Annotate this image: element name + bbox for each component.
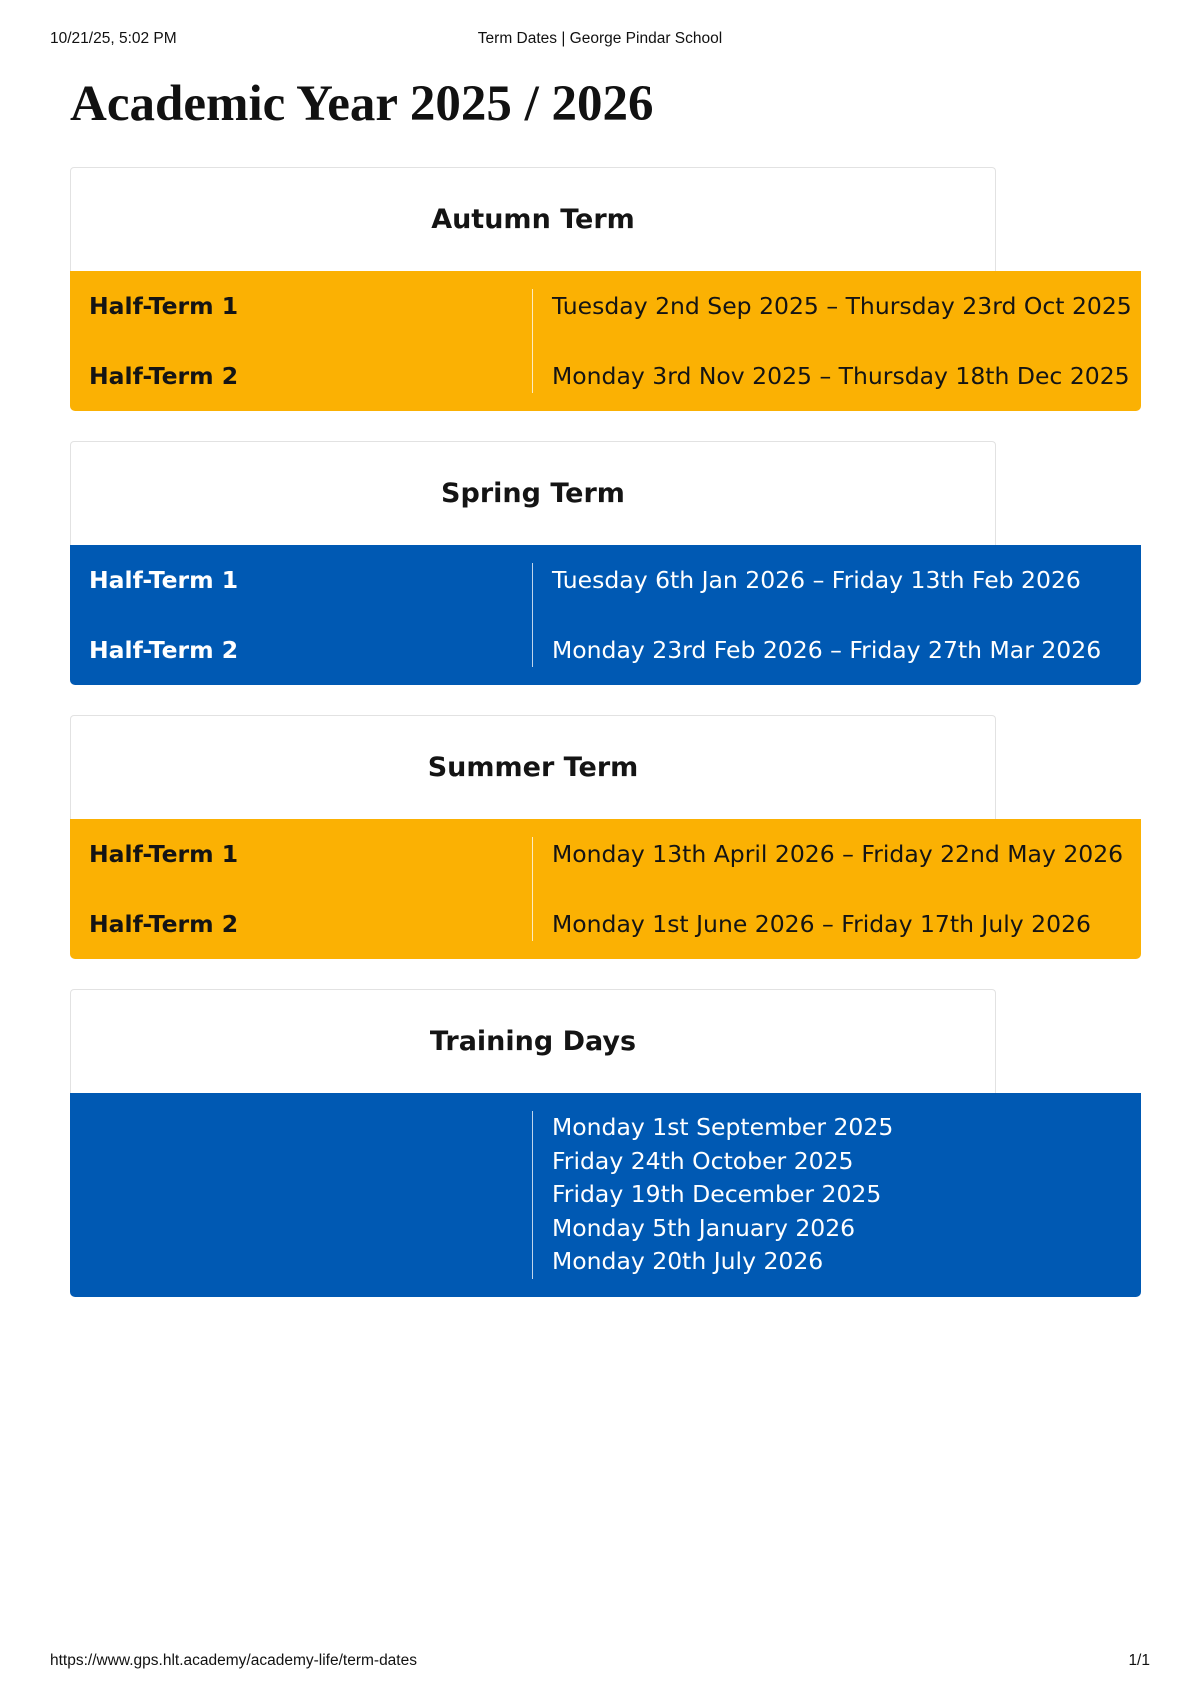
term-dates-list bbox=[70, 167, 1141, 1327]
training-day: Monday 20th July 2026 bbox=[552, 1247, 824, 1275]
print-header bbox=[50, 30, 1150, 52]
half-term-dates bbox=[533, 837, 1141, 941]
term-title: Training Days bbox=[70, 989, 996, 1093]
half-term-date-range: Monday 23rd Feb 2026 – Friday 27th Mar 2026 bbox=[552, 636, 1102, 664]
term-autumn bbox=[70, 167, 1141, 411]
term-title: Summer Term bbox=[70, 715, 996, 819]
half-term-labels bbox=[70, 837, 533, 941]
page-title: Academic Year 2025 / 2026 bbox=[70, 76, 654, 132]
training-day: Monday 5th January 2026 bbox=[552, 1213, 856, 1242]
print-document-title: Term Dates | George Pindar School bbox=[477, 30, 723, 47]
term-dates-panel bbox=[70, 819, 1141, 959]
half-term-label: Half-Term 2 bbox=[89, 636, 239, 664]
half-term-date-range: Monday 1st June 2026 – Friday 17th July 2026 bbox=[552, 910, 1091, 938]
term-dates-panel bbox=[70, 545, 1141, 685]
print-timestamp: 10/21/25, 5:02 PM bbox=[50, 30, 177, 47]
training-days-list bbox=[533, 1111, 1141, 1279]
training-days bbox=[70, 989, 1141, 1297]
print-footer bbox=[50, 1652, 1150, 1674]
page-url: https://www.gps.hlt.academy/academy-life/term-dates bbox=[50, 1652, 417, 1669]
half-term-labels bbox=[70, 289, 533, 393]
half-term-date-range: Tuesday 2nd Sep 2025 – Thursday 23rd Oct 2025 bbox=[552, 292, 1132, 320]
term-spring bbox=[70, 441, 1141, 685]
half-term-date-range: Monday 13th April 2026 – Friday 22nd May 2026 bbox=[552, 840, 1124, 868]
term-title: Autumn Term bbox=[70, 167, 996, 271]
training-day: Monday 1st September 2025 bbox=[552, 1113, 894, 1141]
term-dates-panel bbox=[70, 271, 1141, 411]
half-term-labels bbox=[70, 563, 533, 667]
training-day: Friday 24th October 2025 bbox=[552, 1146, 854, 1175]
training-days-panel bbox=[70, 1093, 1141, 1297]
half-term-dates bbox=[533, 563, 1141, 667]
term-summer bbox=[70, 715, 1141, 959]
page-number: 1/1 bbox=[1128, 1652, 1150, 1669]
half-term-date-range: Monday 3rd Nov 2025 – Thursday 18th Dec 2025 bbox=[552, 362, 1130, 390]
half-term-label: Half-Term 2 bbox=[89, 362, 239, 390]
half-term-label: Half-Term 1 bbox=[89, 566, 239, 594]
training-days-spacer bbox=[70, 1111, 533, 1279]
half-term-label: Half-Term 2 bbox=[89, 910, 239, 938]
half-term-dates bbox=[533, 289, 1141, 393]
term-title: Spring Term bbox=[70, 441, 996, 545]
half-term-date-range: Tuesday 6th Jan 2026 – Friday 13th Feb 2026 bbox=[552, 566, 1081, 594]
half-term-label: Half-Term 1 bbox=[89, 840, 239, 868]
training-day: Friday 19th December 2025 bbox=[552, 1180, 882, 1208]
half-term-label: Half-Term 1 bbox=[89, 292, 239, 320]
